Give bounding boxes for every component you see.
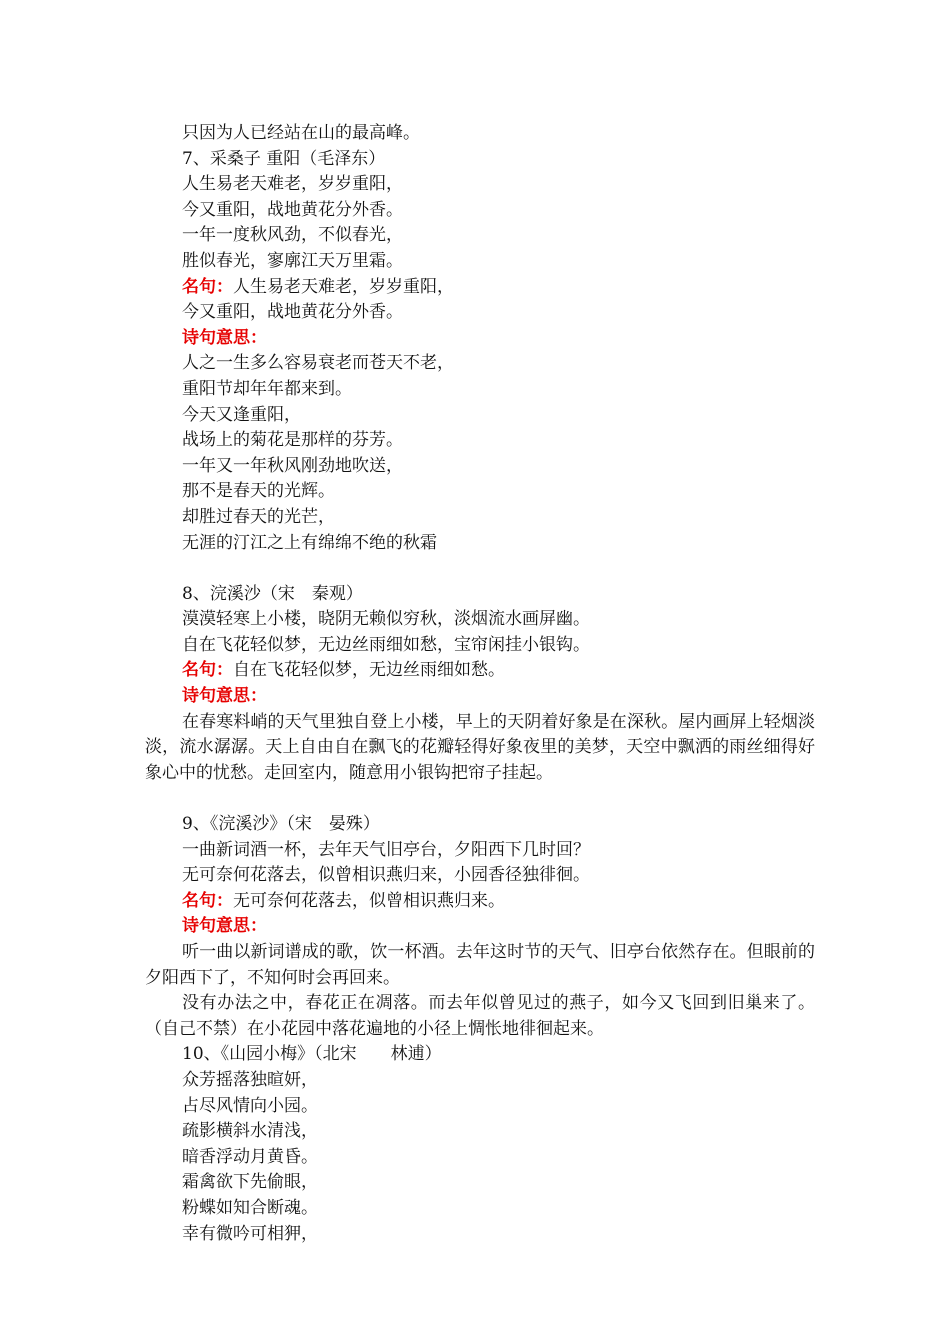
poem-line: 人生易老天难老，岁岁重阳， — [182, 174, 403, 195]
poem-line: 无可奈何花落去，似曾相识燕归来，小园香径独徘徊。 — [182, 865, 590, 886]
section-6-tail: 只因为人已经站在山的最高峰。 — [182, 123, 420, 143]
poem-line: 自在飞花轻似梦，无边丝雨细如愁，宝帘闲挂小银钩。 — [182, 634, 590, 655]
meaning-paragraph: 没有办法之中，春花正在凋落。而去年似曾见过的燕子，如今又飞回到旧巢来了。（自己不禁）在小花园中落花遍地的小径上惆怅地徘徊起来。 — [145, 993, 815, 1039]
famous-text: 自在飞花轻似梦，无边丝雨细如愁。 — [233, 660, 505, 681]
spacer — [145, 786, 815, 812]
meaning-paragraph: 在春寒料峭的天气里独自登上小楼，早上的天阴着好象是在深秋。屋内画屏上轻烟淡淡，流水潺潺。天上自由自在飘飞的花瓣轻得好象夜里的美梦，天空中飘洒的雨丝细得好象心中的忧愁。走回室内，随意用小银钩把帘子挂起。 — [145, 711, 815, 783]
famous-label: 名句： — [182, 660, 233, 681]
meaning-line: 重阳节却年年都来到。 — [182, 378, 352, 399]
section-9-title: 9、《浣溪沙》（宋 晏殊） — [182, 814, 380, 835]
document-body — [145, 121, 815, 1247]
meaning-label: 诗句意思： — [182, 686, 267, 707]
spacer — [145, 556, 815, 582]
poem-line: 粉蝶如知合断魂。 — [182, 1197, 318, 1218]
famous-label: 名句： — [182, 890, 233, 911]
famous-line — [145, 889, 815, 915]
poem-line: 众芳摇落独暄妍， — [182, 1069, 318, 1090]
poem-line: 暗香浮动月黄昏。 — [182, 1146, 318, 1167]
meaning-line: 无涯的汀江之上有绵绵不绝的秋霜 — [182, 532, 437, 553]
famous-label: 名句： — [182, 276, 233, 297]
meaning-line: 却胜过春天的光芒， — [182, 506, 335, 527]
poem-line: 一年一度秋风劲，不似春光， — [182, 225, 403, 246]
poem-line: 漠漠轻寒上小楼，晓阴无赖似穷秋，淡烟流水画屏幽。 — [182, 609, 590, 630]
famous-line — [145, 658, 815, 684]
meaning-line: 一年又一年秋风刚劲地吹送， — [182, 455, 403, 476]
section-10-title: 10、《山园小梅》（北宋 林逋） — [182, 1044, 442, 1065]
famous-line: 今又重阳，战地黄花分外香。 — [182, 302, 403, 323]
meaning-line: 人之一生多么容易衰老而苍天不老， — [182, 353, 454, 374]
poem-line: 霜禽欲下先偷眼， — [182, 1172, 318, 1193]
meaning-paragraph: 听一曲以新词谱成的歌，饮一杯酒。去年这时节的天气、旧亭台依然存在。但眼前的夕阳西下了，不知何时会再回来。 — [145, 942, 815, 988]
meaning-label: 诗句意思： — [182, 327, 267, 348]
poem-line: 今又重阳，战地黄花分外香。 — [182, 199, 403, 220]
famous-text: 无可奈何花落去，似曾相识燕归来。 — [233, 890, 505, 911]
famous-line — [145, 275, 815, 301]
meaning-line: 战场上的菊花是那样的芬芳。 — [182, 430, 403, 451]
poem-line: 幸有微吟可相狎， — [182, 1223, 318, 1244]
section-7-title: 7、采桑子 重阳（毛泽东） — [182, 148, 386, 169]
section-8-title: 8、浣溪沙（宋 秦观） — [182, 583, 363, 604]
meaning-line: 那不是春天的光辉。 — [182, 481, 335, 502]
poem-line: 一曲新词酒一杯，去年天气旧亭台，夕阳西下几时回？ — [182, 839, 590, 860]
meaning-label: 诗句意思： — [182, 916, 267, 937]
poem-line: 占尽风情向小园。 — [182, 1095, 318, 1116]
poem-line: 疏影横斜水清浅， — [182, 1121, 318, 1142]
famous-text: 人生易老天难老，岁岁重阳， — [233, 276, 454, 297]
meaning-line: 今天又逢重阳， — [182, 404, 301, 425]
poem-line: 胜似春光，寥廓江天万里霜。 — [182, 250, 403, 271]
